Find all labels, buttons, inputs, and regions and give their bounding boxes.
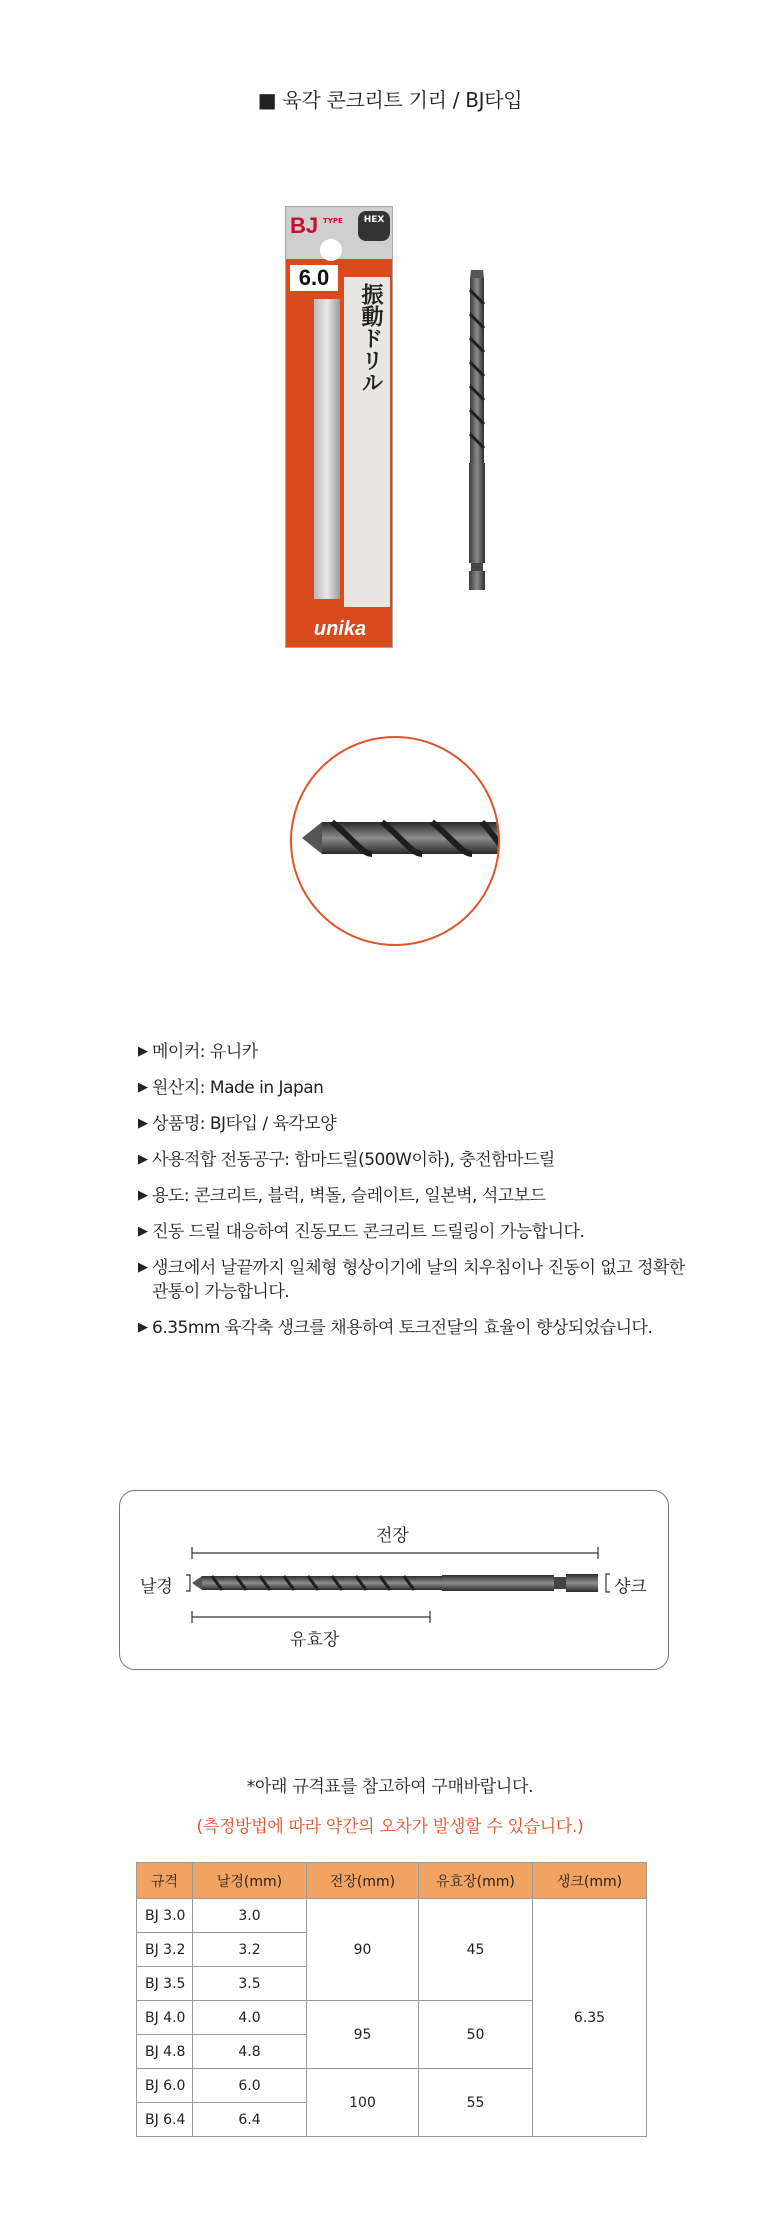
cell-effective-length: 45	[419, 1899, 533, 2001]
bullet-triangle-icon: ▶	[138, 1320, 148, 1335]
cell-spec: BJ 3.2	[137, 1933, 193, 1967]
spec-text: 상품명: BJ타입 / 육각모양	[152, 1114, 337, 1134]
cell-total-length: 100	[307, 2069, 419, 2137]
cell-spec: BJ 4.8	[137, 2035, 193, 2069]
bullet-triangle-icon: ▶	[138, 1188, 148, 1203]
cell-blade-diameter: 4.8	[193, 2035, 307, 2069]
bullet-triangle-icon: ▶	[138, 1044, 148, 1059]
package-kanji-text: 振動ドリル	[358, 283, 383, 393]
cell-total-length: 90	[307, 1899, 419, 2001]
spec-item-one-piece	[138, 1256, 698, 1304]
label-effective-length: 유효장	[290, 1630, 340, 1650]
cell-spec: BJ 6.0	[137, 2069, 193, 2103]
bullet-triangle-icon: ▶	[138, 1152, 148, 1167]
cell-spec: BJ 4.0	[137, 2001, 193, 2035]
header-spec: 규격	[137, 1863, 193, 1899]
cell-effective-length: 50	[419, 2001, 533, 2069]
package-type-tag: TYPE	[323, 217, 343, 225]
spec-text: 6.35mm 육각축 생크를 채용하여 토크전달의 효율이 향상되었습니다.	[152, 1318, 653, 1338]
bullet-triangle-icon: ▶	[138, 1116, 148, 1131]
cell-total-length: 95	[307, 2001, 419, 2069]
header-effective-length: 유효장(mm)	[419, 1863, 533, 1899]
spec-text: 진동 드릴 대응하여 진동모드 콘크리트 드릴링이 가능합니다.	[152, 1222, 585, 1242]
cell-spec: BJ 3.5	[137, 1967, 193, 2001]
cell-blade-diameter: 3.0	[193, 1899, 307, 1933]
bullet-triangle-icon: ▶	[138, 1080, 148, 1095]
table-header-row	[137, 1863, 647, 1899]
spec-text: 용도: 콘크리트, 블럭, 벽돌, 슬레이트, 일본벽, 석고보드	[152, 1186, 546, 1206]
header-shank: 생크(mm)	[533, 1863, 647, 1899]
page-title: ■ 육각 콘크리트 기리 / BJ타입	[257, 88, 523, 112]
header-total-length: 전장(mm)	[307, 1863, 419, 1899]
cell-blade-diameter: 6.0	[193, 2069, 307, 2103]
drill-bit-image	[462, 270, 492, 590]
spec-item-maker	[138, 1040, 698, 1064]
bullet-triangle-icon: ▶	[138, 1224, 148, 1239]
spec-item-usage	[138, 1184, 698, 1208]
package-logo: unika	[286, 609, 393, 648]
product-package-image	[285, 206, 393, 648]
package-brand-type: BJ	[290, 213, 319, 238]
header-blade-diameter: 날경(mm)	[193, 1863, 307, 1899]
cell-blade-diameter: 4.0	[193, 2001, 307, 2035]
dimension-diagram	[119, 1490, 669, 1670]
spec-text: 원산지: Made in Japan	[152, 1078, 324, 1098]
package-drill-window	[314, 299, 340, 599]
spec-text: 사용적합 전동공구: 함마드릴(500W이하), 충전함마드릴	[152, 1150, 555, 1170]
spec-item-vibration	[138, 1220, 698, 1244]
cell-blade-diameter: 3.5	[193, 1967, 307, 2001]
drill-tip-closeup-graphic	[292, 738, 500, 946]
spec-item-origin	[138, 1076, 698, 1100]
purchase-note: *아래 규격표를 참고하여 구매바랍니다.	[246, 1777, 534, 1797]
cell-blade-diameter: 3.2	[193, 1933, 307, 1967]
cell-blade-diameter: 6.4	[193, 2103, 307, 2137]
package-size-label: 6.0	[290, 265, 338, 291]
drill-tip-closeup	[290, 736, 500, 946]
measurement-note: (측정방법에 따라 약간의 오차가 발생할 수 있습니다.)	[196, 1817, 584, 1837]
cell-effective-length: 55	[419, 2069, 533, 2137]
spec-text: 메이커: 유니카	[152, 1042, 258, 1062]
dimension-diagram-graphic	[120, 1491, 670, 1671]
spec-list	[138, 1040, 698, 1352]
spec-table	[136, 1862, 647, 2137]
cell-shank: 6.35	[533, 1899, 647, 2137]
bullet-triangle-icon: ▶	[138, 1260, 148, 1275]
spec-item-hex-shank	[138, 1316, 698, 1340]
package-hex-badge: HEX	[358, 211, 390, 241]
spec-text: 생크에서 날끝까지 일체형 형상이기에 날의 치우침이나 진동이 없고 정확한 관통이 가능합니다.	[152, 1258, 685, 1302]
cell-spec: BJ 6.4	[137, 2103, 193, 2137]
label-shank: 샹크	[614, 1577, 647, 1597]
label-total-length: 전장	[376, 1526, 409, 1546]
package-hang-hole	[320, 239, 342, 261]
label-blade-diameter: 날경	[140, 1577, 173, 1597]
spec-item-compatible-tools	[138, 1148, 698, 1172]
spec-item-product-name	[138, 1112, 698, 1136]
table-row	[137, 1899, 647, 1933]
cell-spec: BJ 3.0	[137, 1899, 193, 1933]
